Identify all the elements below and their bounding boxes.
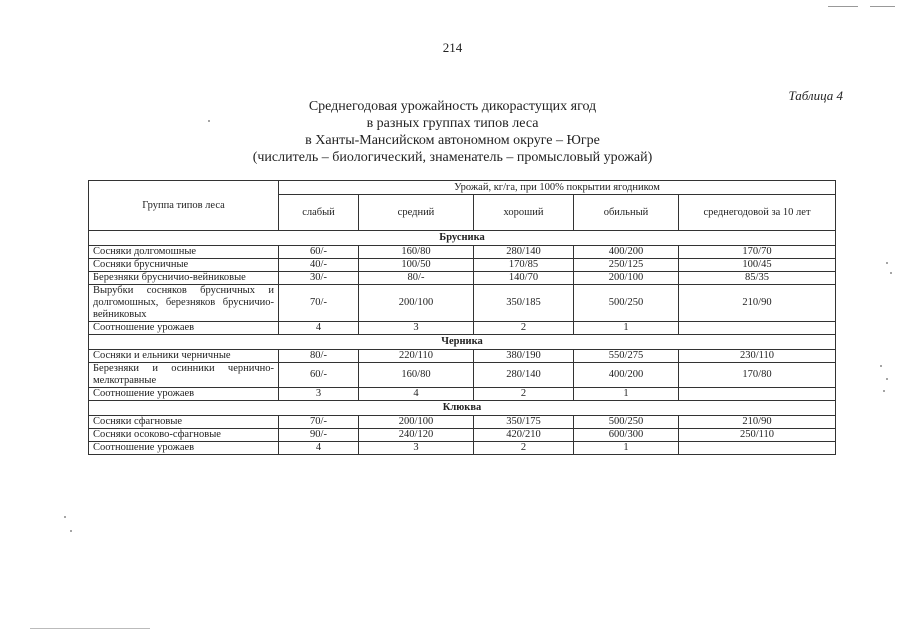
cell: 200/100 bbox=[574, 272, 679, 285]
cell bbox=[679, 322, 836, 335]
header-group: Группа типов леса bbox=[89, 181, 279, 231]
cell: 70/- bbox=[279, 285, 359, 322]
cell: 1 bbox=[574, 388, 679, 401]
cell: 2 bbox=[474, 442, 574, 455]
cell: 90/- bbox=[279, 429, 359, 442]
row-group: Сосняки долгомошные bbox=[89, 246, 279, 259]
scan-artifact bbox=[64, 516, 66, 518]
cell: 350/185 bbox=[474, 285, 574, 322]
section-heading: Клюква bbox=[89, 401, 836, 416]
table-title bbox=[0, 98, 905, 166]
section-heading: Брусника bbox=[89, 231, 836, 246]
scan-artifact bbox=[883, 390, 885, 392]
title-line: в Ханты-Мансийском автономном округе – Югре bbox=[305, 133, 600, 148]
cell: 3 bbox=[279, 388, 359, 401]
table-row bbox=[89, 363, 836, 388]
cell: 30/- bbox=[279, 272, 359, 285]
table-row bbox=[89, 272, 836, 285]
cell: 60/- bbox=[279, 246, 359, 259]
scan-artifact bbox=[886, 378, 888, 380]
ratio-label: Соотношение урожаев bbox=[89, 322, 279, 335]
scan-artifact bbox=[870, 6, 895, 7]
row-group: Березняки брусничио-вейниковые bbox=[89, 272, 279, 285]
ratio-row bbox=[89, 322, 836, 335]
page-number: 214 bbox=[442, 40, 463, 55]
column-header: среднегодовой за 10 лет bbox=[679, 195, 836, 231]
cell: 1 bbox=[574, 322, 679, 335]
cell: 40/- bbox=[279, 259, 359, 272]
scan-artifact bbox=[890, 272, 892, 274]
table-row bbox=[89, 350, 836, 363]
ratio-row bbox=[89, 442, 836, 455]
ratio-label: Соотношение урожаев bbox=[89, 388, 279, 401]
scan-artifact bbox=[30, 628, 150, 629]
cell: 170/85 bbox=[474, 259, 574, 272]
title-line: Среднегодовая урожайность дикорастущих ягод bbox=[308, 99, 597, 114]
cell: 230/110 bbox=[679, 350, 836, 363]
cell: 240/120 bbox=[359, 429, 474, 442]
column-header: хороший bbox=[474, 195, 574, 231]
table-label: Таблица 4 bbox=[788, 88, 843, 103]
cell: 200/100 bbox=[359, 285, 474, 322]
cell: 350/175 bbox=[474, 416, 574, 429]
cell: 1 bbox=[574, 442, 679, 455]
cell: 85/35 bbox=[679, 272, 836, 285]
cell: 210/90 bbox=[679, 285, 836, 322]
cell: 60/- bbox=[279, 363, 359, 388]
cell: 200/100 bbox=[359, 416, 474, 429]
cell: 80/- bbox=[359, 272, 474, 285]
header-yield: Урожай, кг/га, при 100% покрытии ягодником bbox=[279, 181, 836, 195]
cell: 4 bbox=[279, 442, 359, 455]
cell: 220/110 bbox=[359, 350, 474, 363]
cell: 500/250 bbox=[574, 285, 679, 322]
cell: 250/110 bbox=[679, 429, 836, 442]
cell: 160/80 bbox=[359, 363, 474, 388]
cell: 80/- bbox=[279, 350, 359, 363]
column-header: обильный bbox=[574, 195, 679, 231]
table-row bbox=[89, 429, 836, 442]
row-group: Сосняки сфагновые bbox=[89, 416, 279, 429]
cell: 500/250 bbox=[574, 416, 679, 429]
cell bbox=[679, 442, 836, 455]
cell: 170/70 bbox=[679, 246, 836, 259]
cell: 400/200 bbox=[574, 363, 679, 388]
ratio-label: Соотношение урожаев bbox=[89, 442, 279, 455]
cell: 4 bbox=[359, 388, 474, 401]
cell: 2 bbox=[474, 388, 574, 401]
table-row bbox=[89, 416, 836, 429]
scan-artifact bbox=[828, 6, 858, 7]
cell: 550/275 bbox=[574, 350, 679, 363]
table-row bbox=[89, 285, 836, 322]
yield-table bbox=[88, 180, 836, 455]
row-group: Вырубки сосняков брусничных и долгомошных, березняков брусничио-вейниковых bbox=[89, 285, 279, 322]
cell: 100/50 bbox=[359, 259, 474, 272]
column-header: слабый bbox=[279, 195, 359, 231]
scan-artifact bbox=[208, 120, 210, 122]
cell: 250/125 bbox=[574, 259, 679, 272]
cell: 3 bbox=[359, 322, 474, 335]
cell: 170/80 bbox=[679, 363, 836, 388]
cell: 3 bbox=[359, 442, 474, 455]
scan-artifact bbox=[886, 262, 888, 264]
ratio-row bbox=[89, 388, 836, 401]
row-group: Сосняки и ельники черничные bbox=[89, 350, 279, 363]
cell: 380/190 bbox=[474, 350, 574, 363]
table-row bbox=[89, 259, 836, 272]
cell: 2 bbox=[474, 322, 574, 335]
title-line: в разных группах типов леса bbox=[366, 116, 539, 131]
cell: 400/200 bbox=[574, 246, 679, 259]
cell: 280/140 bbox=[474, 246, 574, 259]
scan-artifact bbox=[70, 530, 72, 532]
row-group: Березняки и осинники чернично-мелкотравные bbox=[89, 363, 279, 388]
cell: 600/300 bbox=[574, 429, 679, 442]
cell: 210/90 bbox=[679, 416, 836, 429]
table-row bbox=[89, 246, 836, 259]
cell: 70/- bbox=[279, 416, 359, 429]
section-heading: Черника bbox=[89, 335, 836, 350]
row-group: Сосняки осоково-сфагновые bbox=[89, 429, 279, 442]
column-header: средний bbox=[359, 195, 474, 231]
row-group: Сосняки брусничные bbox=[89, 259, 279, 272]
cell: 280/140 bbox=[474, 363, 574, 388]
cell bbox=[679, 388, 836, 401]
cell: 4 bbox=[279, 322, 359, 335]
cell: 420/210 bbox=[474, 429, 574, 442]
scan-artifact bbox=[880, 365, 882, 367]
cell: 140/70 bbox=[474, 272, 574, 285]
cell: 100/45 bbox=[679, 259, 836, 272]
cell: 160/80 bbox=[359, 246, 474, 259]
title-line: (числитель – биологический, знаменатель – промысловый урожай) bbox=[252, 150, 653, 165]
